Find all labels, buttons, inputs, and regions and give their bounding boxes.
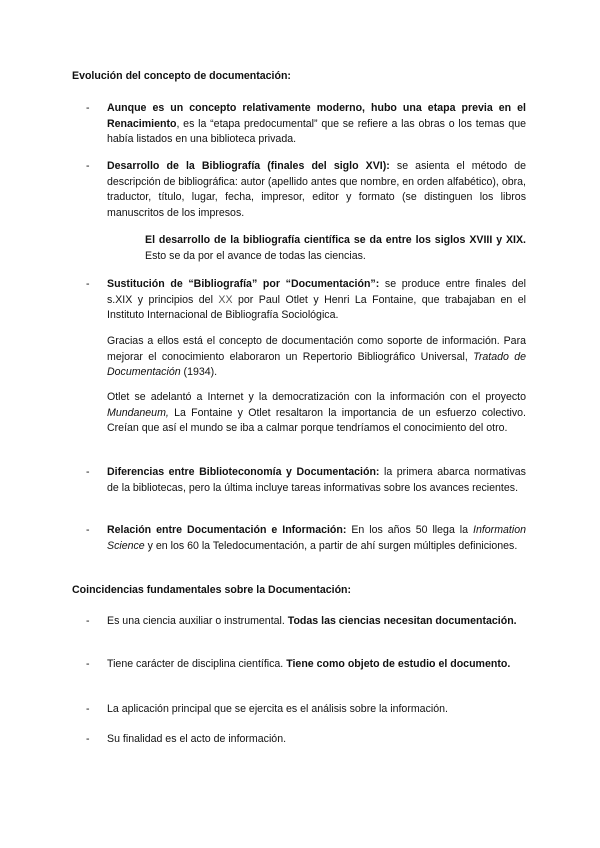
list-item [86,657,526,673]
list-item-text [107,657,526,673]
list-item-rest: Tiene carácter de disciplina científica. [107,658,287,670]
list-item [86,465,526,496]
list-item-bold: Tiene como objeto de estudio el documento. [286,658,511,670]
indented-note [145,233,526,264]
list-dash: - [86,160,90,172]
list-item [86,614,526,630]
paragraph-text: La Fontaine y Otlet resaltaron la importancia de un esfuerzo colectivo. Creían que así el mundo se iba a calmar porque tendríamos el conocimiento del otro. [107,406,526,435]
list-item-text [107,702,526,718]
list-item [86,101,526,148]
list-item-rest: , es la “etapa predocumental” que se refiere a las obras o los temas que había listados en una biblioteca privada. [107,117,526,146]
list-item-text [107,101,526,148]
list-item-rest: Su finalidad es el acto de información. [107,733,287,745]
indented-note-rest: Esto se da por el avance de todas las ciencias. [145,249,366,262]
list-item-text [107,523,526,554]
list-item-bold: Sustitución de “Bibliografía” por “Documentación”: [107,278,380,290]
paragraph-italic: Tratado de Documentación [107,350,527,379]
paragraph-gracias [107,334,526,381]
list-item-bold: Desarrollo de la Bibliografía (finales del siglo XVI): [107,160,390,172]
indented-note-bold: El desarrollo de la bibliografía científica se da entre los siglos XVIII y XIX. [145,234,526,246]
paragraph-text: Gracias a ellos está el concepto de documentación como soporte de información. Para mejorar el conocimiento elaboraron un Repertorio Bibliográfico Universal, [107,335,526,363]
list-item-bold: Diferencias entre Biblioteconomía y Documentación: [107,466,380,478]
list-item-rest: En los años 50 llega la [346,524,473,536]
list-item-text [107,159,526,221]
list-dash: - [86,615,90,627]
list-dash: - [86,733,90,745]
list-dash: - [86,102,90,114]
list-dash: - [86,278,90,290]
paragraph-text: (1934). [180,366,218,379]
list-item-rest: La aplicación principal que se ejercita es el análisis sobre la información. [107,703,448,715]
section-heading-coincidencias: Coincidencias fundamentales sobre la Documentación: [72,584,352,596]
list-dash: - [86,466,90,478]
list-item [86,702,526,718]
list-item-rest: Es una ciencia auxiliar o instrumental. [107,615,288,627]
list-dash: - [86,524,90,536]
list-item-bold: Todas las ciencias necesitan documentación. [287,615,517,627]
list-item-rest: XX [218,293,233,306]
list-item-text [107,732,526,748]
list-item-text [107,465,526,496]
paragraph-text: Otlet se adelantó a Internet y la democratización con la información con el proyecto [107,391,526,403]
list-item [86,159,526,221]
paragraph-otlet [107,390,526,437]
list-dash: - [86,658,90,670]
list-item-rest: se produce entre finales del s.XIX y principios del [107,278,526,306]
list-item-bold: Relación entre Documentación e Información: [107,524,347,536]
list-item-rest: y en los 60 la Teledocumentación, a partir de ahí surgen múltiples definiciones. [144,539,518,552]
section-heading-evolution: Evolución del concepto de documentación: [72,70,291,82]
list-dash: - [86,703,90,715]
list-item-rest: por Paul Otlet y Henri La Fontaine, que trabajaban en el Instituto Internacional de Bibliografía Sociológica. [107,293,526,322]
list-item-text [107,614,526,630]
list-item-text [107,277,526,324]
list-item [86,523,526,554]
list-item [86,732,526,748]
list-item-italic: Information Science [107,524,526,552]
list-item-bold: Aunque es un concepto relativamente moderno, hubo una etapa previa en el Renacimiento [107,102,526,130]
list-item-rest: se asienta el método de descripción de bibliográfica: autor (apellido antes que nombre, en orden alfabético), obra, traductor, título, lugar, fecha, impresor, editor y formato (se distinguen los libros manuscritos de los impresos. [107,160,526,219]
list-item [86,277,526,324]
list-item-rest: la primera abarca normativas de la bibliotecas, pero la última incluye tareas informativas sobre los avances recientes. [107,466,526,494]
paragraph-italic: Mundaneum, [107,406,169,419]
